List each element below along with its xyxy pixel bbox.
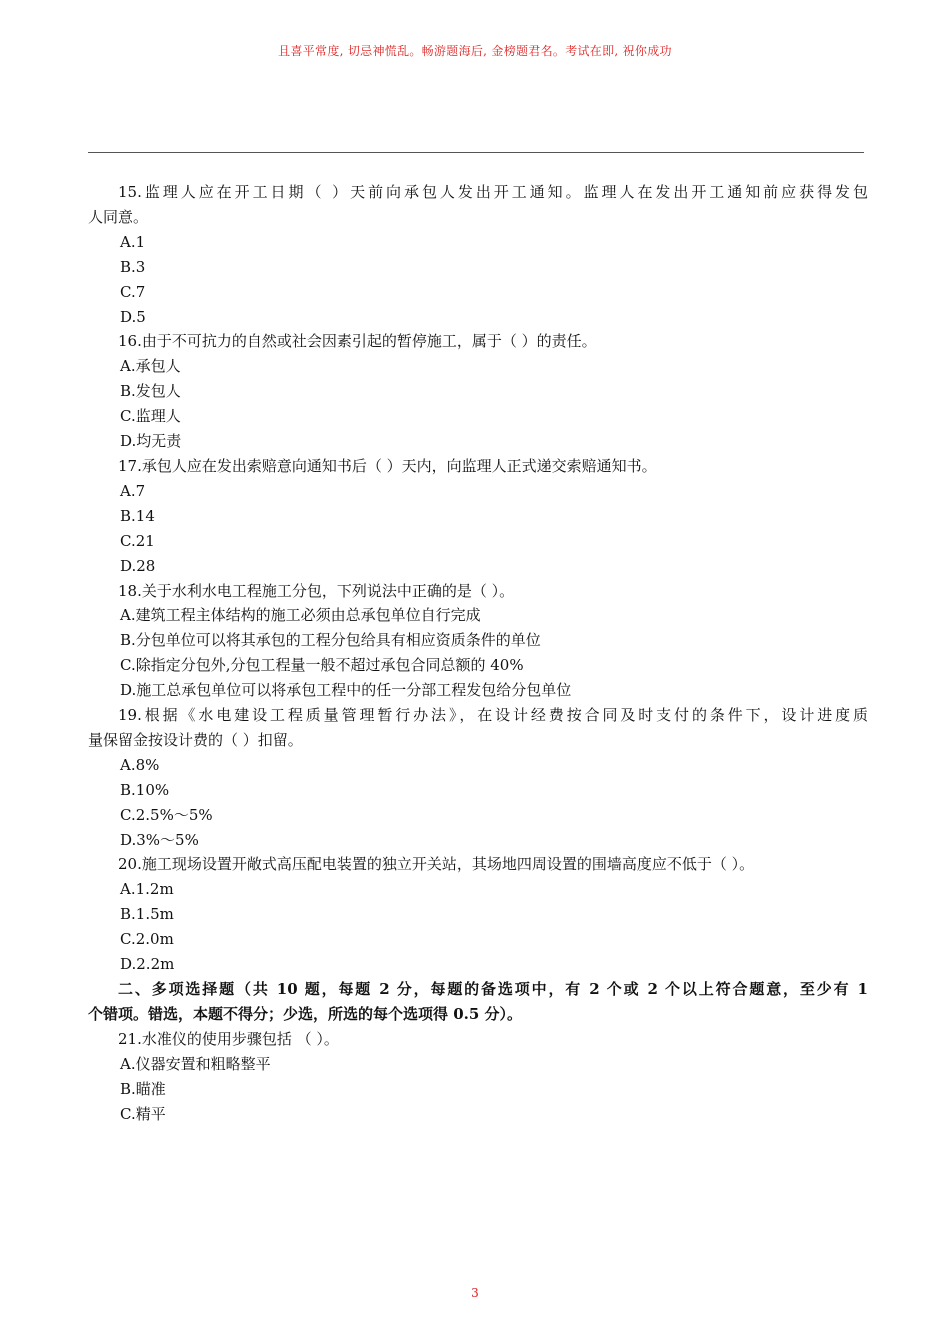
answer-option: A.7 xyxy=(120,481,146,500)
answer-option: B.14 xyxy=(120,506,155,525)
answer-option: D.施工总承包单位可以将承包工程中的任一分部工程发包给分包单位 xyxy=(120,681,572,700)
question-text-line: 个错项。错选，本题不得分；少选，所选的每个选项得 0.5 分）。 xyxy=(88,1004,523,1023)
answer-option: C.监理人 xyxy=(120,407,181,426)
answer-option: B.3 xyxy=(120,257,146,276)
answer-option: B.瞄准 xyxy=(120,1079,166,1098)
page-number: 3 xyxy=(471,1286,479,1300)
answer-option: C.21 xyxy=(120,531,155,550)
answer-option: C.除指定分包外,分包工程量一般不超过承包合同总额的 40% xyxy=(120,656,524,675)
answer-option: C.精平 xyxy=(120,1104,166,1123)
question-text-line: 16.由于不可抗力的自然或社会因素引起的暂停施工，属于（ ）的责任。 xyxy=(118,332,597,351)
answer-option: A.承包人 xyxy=(120,357,181,376)
answer-option: A.1.2m xyxy=(120,880,174,899)
question-text-line: 17.承包人应在发出索赔意向通知书后（ ）天内，向监理人正式递交索赔通知书。 xyxy=(118,456,657,475)
answer-option: B.10% xyxy=(120,780,170,799)
header-divider xyxy=(88,152,864,153)
question-text-line: 18.关于水利水电工程施工分包，下列说法中正确的是（ ）。 xyxy=(118,581,515,600)
answer-option: D.均无责 xyxy=(120,432,182,451)
answer-option: C.2.5%～5% xyxy=(120,805,213,824)
answer-option: A.建筑工程主体结构的施工必须由总承包单位自行完成 xyxy=(120,606,481,625)
document-body xyxy=(88,180,868,1126)
answer-option: D.28 xyxy=(120,556,156,575)
answer-option: A.仪器安置和粗略整平 xyxy=(120,1054,271,1073)
question-text-line: 20.施工现场设置开敞式高压配电装置的独立开关站，其场地四周设置的围墙高度应不低于（ ）。 xyxy=(118,855,755,874)
answer-option: A.8% xyxy=(120,755,160,774)
answer-option: B.1.5m xyxy=(120,905,174,924)
answer-option: B.分包单位可以将其承包的工程分包给具有相应资质条件的单位 xyxy=(120,631,541,650)
answer-option: B.发包人 xyxy=(120,382,181,401)
question-text-line: 二、多项选择题（共 10 题，每题 2 分，每题的备选项中，有 2 个或 2 个以上符合题意，至少有 1 xyxy=(118,980,868,998)
question-text-line: 15.监理人应在开工日期（ ）天前向承包人发出开工通知。监理人在发出开工通知前应获得发包 xyxy=(118,183,868,201)
answer-option: D.3%～5% xyxy=(120,830,199,849)
question-text-line: 21.水准仪的使用步骤包括 （ ）。 xyxy=(118,1029,339,1048)
answer-option: C.7 xyxy=(120,282,146,301)
answer-option: C.2.0m xyxy=(120,930,174,949)
page-header-slogan: 且喜平常度, 切忌神慌乱。畅游题海后, 金榜题君名。考试在即, 祝你成功 xyxy=(278,44,672,58)
question-text-line: 19.根据《水电建设工程质量管理暂行办法》，在设计经费按合同及时支付的条件下，设计进度质 xyxy=(118,706,868,725)
answer-option: D.5 xyxy=(120,307,146,326)
question-text-line: 量保留金按设计费的（ ）扣留。 xyxy=(88,730,303,749)
question-text-line: 人同意。 xyxy=(88,207,149,226)
answer-option: A.1 xyxy=(120,232,146,251)
answer-option: D.2.2m xyxy=(120,955,175,974)
